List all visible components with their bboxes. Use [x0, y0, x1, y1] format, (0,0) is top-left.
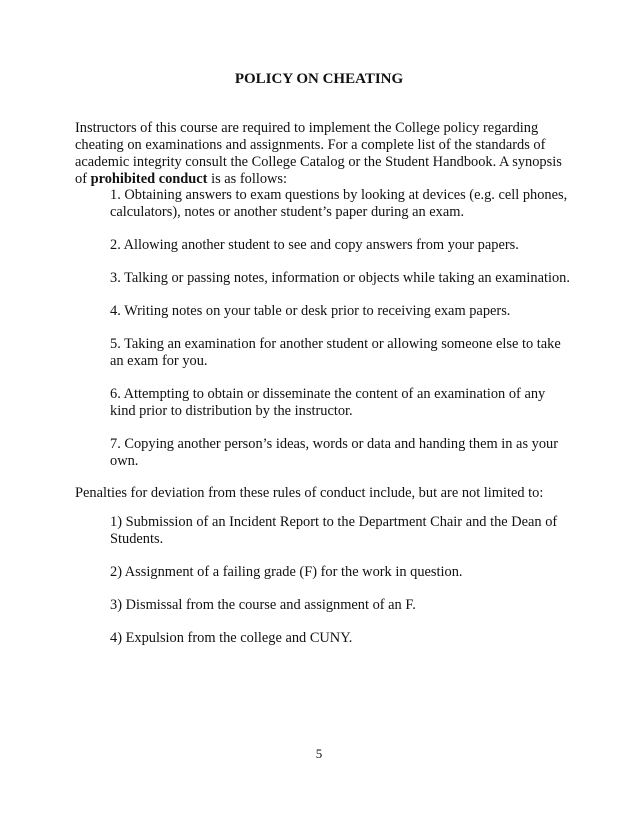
rule-item-5: 5. Taking an examination for another student or allowing someone else to take an exam for you.	[110, 336, 561, 369]
page-number: 5	[315, 746, 323, 761]
intro-bold-phrase: prohibited conduct	[90, 171, 208, 187]
prohibited-conduct-list	[110, 187, 570, 486]
rule-item-4: 4. Writing notes on your table or desk prior to receiving exam papers.	[110, 303, 511, 319]
penalty-item-3: 3) Dismissal from the course and assignment of an F.	[110, 597, 416, 613]
intro-paragraph	[75, 120, 565, 188]
rule-item-6: 6. Attempting to obtain or disseminate the content of an examination of any kind prior to distribution by the instructor.	[110, 386, 546, 419]
penalties-list	[110, 514, 570, 663]
rule-item-7: 7. Copying another person’s ideas, words or data and handing them in as your own.	[110, 436, 559, 469]
penalty-item-4: 4) Expulsion from the college and CUNY.	[110, 630, 353, 646]
intro-text-start: Instructors of this course are required to implement the College policy regarding cheating on examinations and assignments. For a complete list of the standards of academic integrity consult the College Catalog or the Student Handbook. A synopsis of	[75, 120, 562, 187]
penalty-item-1: 1) Submission of an Incident Report to the Department Chair and the Dean of Students.	[110, 514, 558, 547]
penalties-intro: Penalties for deviation from these rules of conduct include, but are not limited to:	[75, 485, 544, 501]
rule-item-3: 3. Talking or passing notes, information or objects while taking an examination.	[110, 270, 570, 286]
document-title: POLICY ON CHEATING	[234, 71, 404, 87]
intro-text-end: is as follows:	[207, 171, 288, 187]
penalty-item-2: 2) Assignment of a failing grade (F) for the work in question.	[110, 564, 463, 580]
rule-item-1: 1. Obtaining answers to exam questions by looking at devices (e.g. cell phones, calculators), notes or another student’s paper during an exam.	[110, 187, 568, 220]
rule-item-2: 2. Allowing another student to see and copy answers from your papers.	[110, 237, 519, 253]
